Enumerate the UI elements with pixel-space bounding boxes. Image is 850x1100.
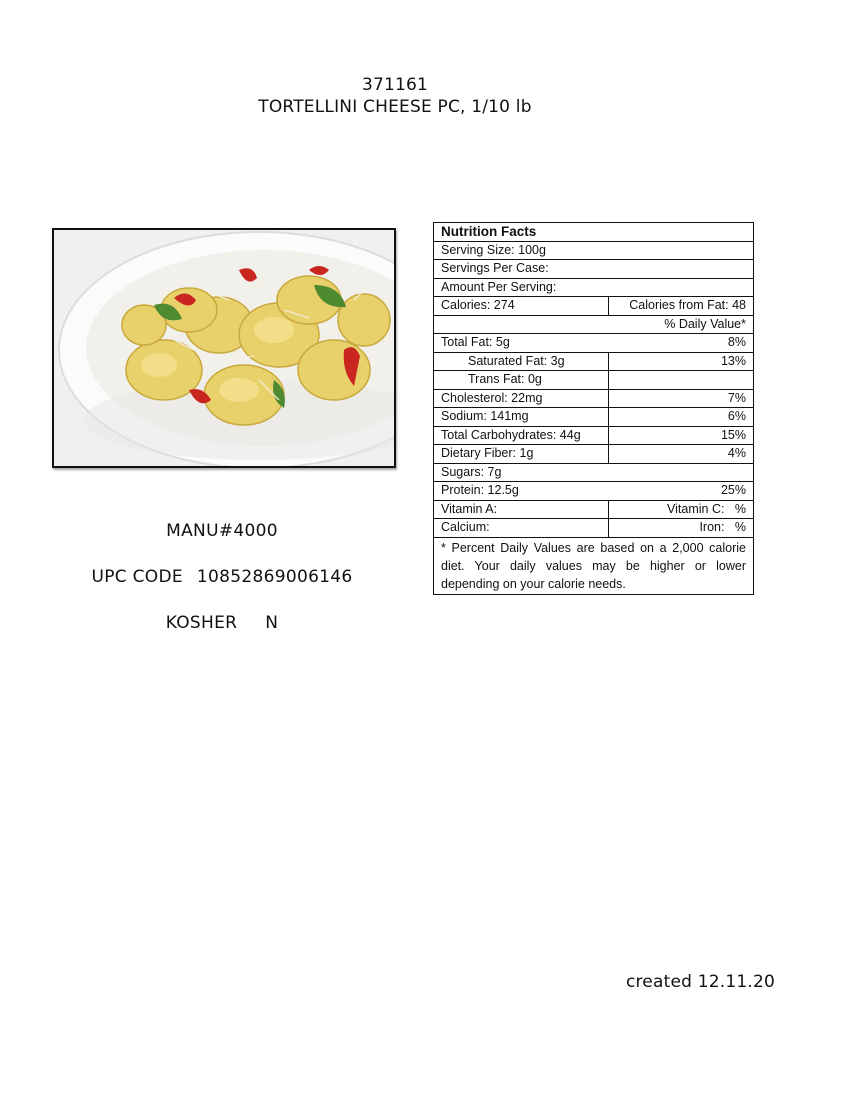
- product-photo: [52, 228, 396, 468]
- upc-value: 10852869006146: [196, 567, 353, 587]
- item-title: TORTELLINI CHEESE PC, 1/10 lb: [258, 97, 532, 117]
- total-carbohydrates-label: Total Carbohydrates: 44g: [434, 426, 609, 445]
- serving-size: Serving Size: 100g: [434, 241, 754, 260]
- total-carbohydrates-value: 15%: [609, 426, 754, 445]
- protein-value: 25%: [609, 482, 754, 501]
- iron: Iron: %: [609, 519, 754, 538]
- cholesterol-label: Cholesterol: 22mg: [434, 389, 609, 408]
- item-number: 371161: [361, 75, 429, 95]
- dietary-fiber-label: Dietary Fiber: 1g: [434, 445, 609, 464]
- daily-value-footnote: * Percent Daily Values are based on a 2,000 calorie diet. Your daily values may be higher or lower depending on your calorie needs.: [434, 537, 754, 594]
- sodium-label: Sodium: 141mg: [434, 408, 609, 427]
- trans-fat-label: Trans Fat: 0g: [434, 371, 609, 390]
- saturated-fat-value: 13%: [609, 352, 754, 371]
- sugars: Sugars: 7g: [434, 463, 754, 482]
- manufacturer-number: MANU#4000: [166, 521, 278, 541]
- nutrition-title: Nutrition Facts: [434, 223, 754, 242]
- calories-from-fat: Calories from Fat: 48: [609, 297, 754, 316]
- upc-code: [52, 567, 392, 587]
- daily-value-header: % Daily Value*: [434, 315, 754, 334]
- kosher-status: [52, 613, 392, 633]
- calories: Calories: 274: [434, 297, 609, 316]
- upc-label: UPC CODE: [91, 567, 183, 587]
- servings-per-case: Servings Per Case:: [434, 260, 754, 279]
- total-fat-label: Total Fat: 5g: [434, 334, 609, 353]
- nutrition-facts-table: [433, 222, 754, 595]
- saturated-fat-label: Saturated Fat: 3g: [434, 352, 609, 371]
- total-fat-value: 8%: [609, 334, 754, 353]
- kosher-value: N: [265, 613, 279, 633]
- vitamin-c: Vitamin C: %: [609, 500, 754, 519]
- kosher-label: KOSHER: [165, 613, 238, 633]
- dietary-fiber-value: 4%: [609, 445, 754, 464]
- created-date: created 12.11.20: [625, 972, 775, 992]
- trans-fat-value: [609, 371, 754, 390]
- cholesterol-value: 7%: [609, 389, 754, 408]
- tortellini-bowl-photo-icon: [54, 230, 394, 466]
- protein-label: Protein: 12.5g: [434, 482, 609, 501]
- calcium: Calcium:: [434, 519, 609, 538]
- sodium-value: 6%: [609, 408, 754, 427]
- vitamin-a: Vitamin A:: [434, 500, 609, 519]
- amount-per-serving: Amount Per Serving:: [434, 278, 754, 297]
